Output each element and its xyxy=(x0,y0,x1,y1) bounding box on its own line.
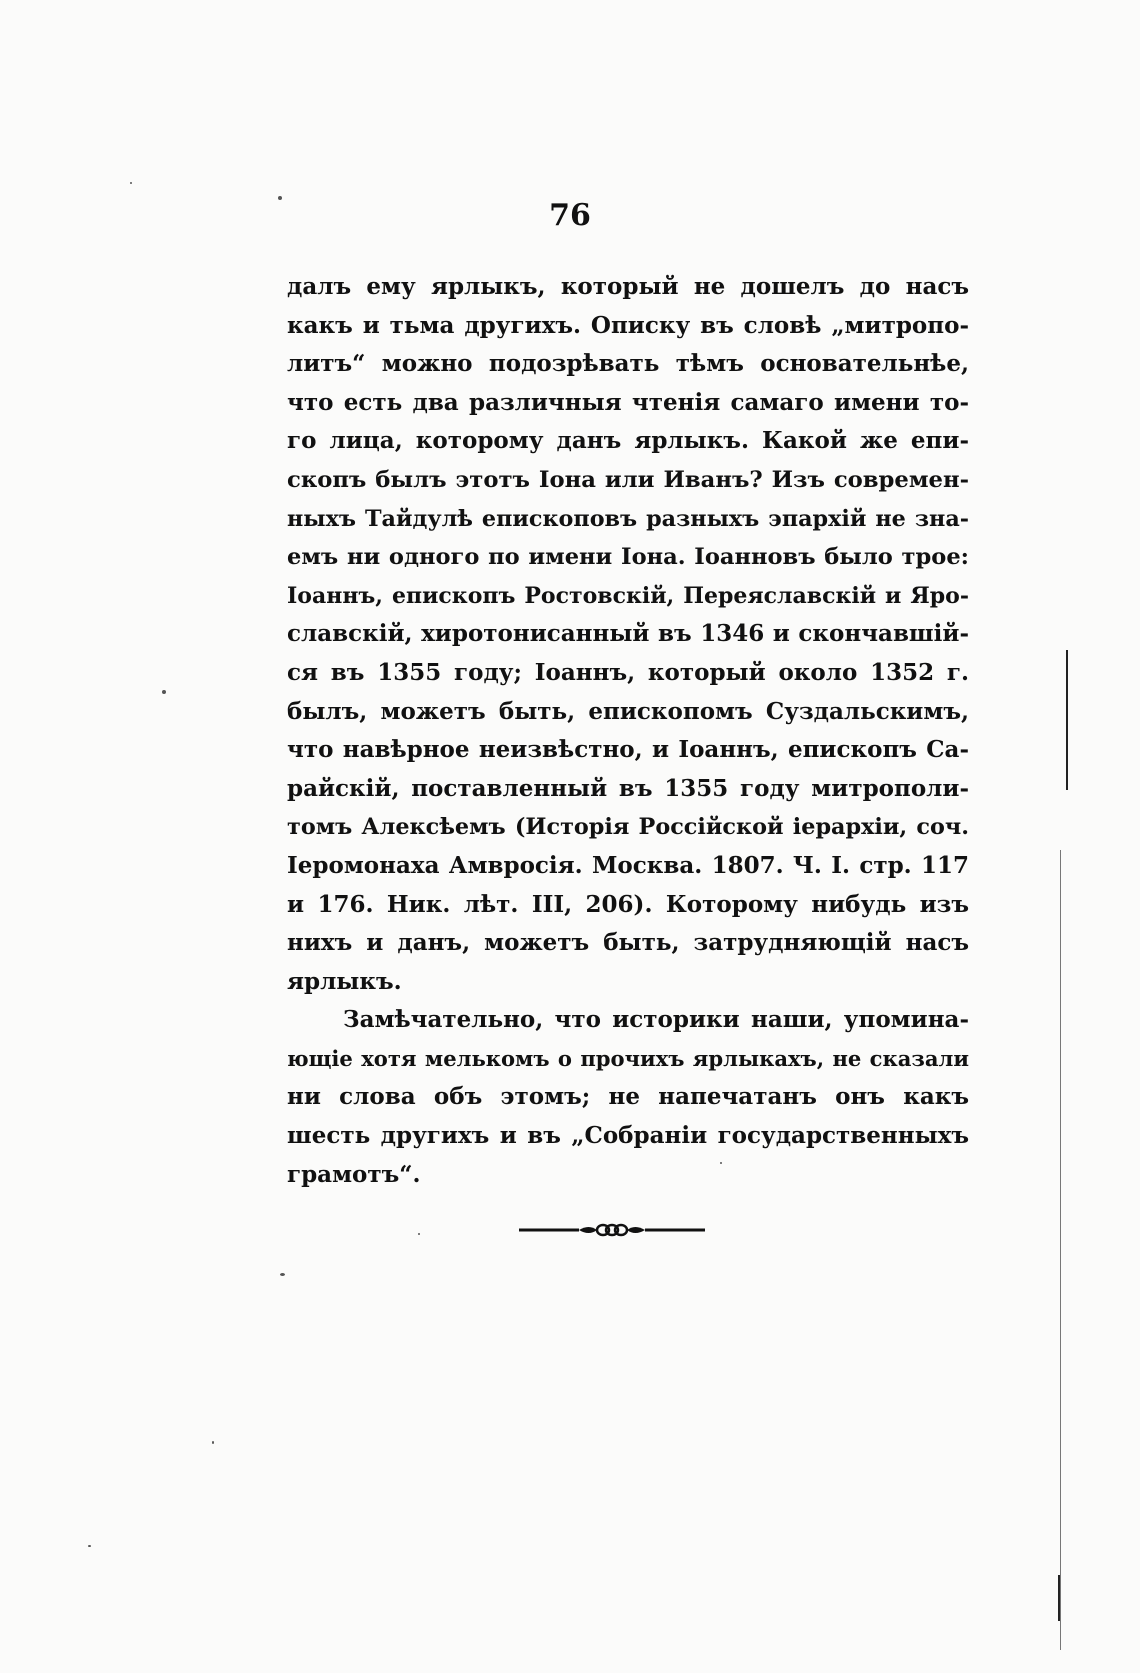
text-line: ныхъ Тайдулѣ епископовъ разныхъ эпархій не зна- xyxy=(287,505,969,532)
text-line: что навѣрное неизвѣстно, и Іоаннъ, епископъ Са- xyxy=(287,736,969,764)
text-line: ющіе хотя мелькомъ о прочихъ ярлыкахъ, не сказали xyxy=(287,1045,969,1071)
paper-speck xyxy=(280,1273,285,1276)
text-line: былъ, можетъ быть, епископомъ Суздальскимъ, xyxy=(287,697,969,725)
text-line: какъ и тьма другихъ. Описку въ словѣ „митропо- xyxy=(287,311,969,339)
text-line: нихъ и данъ, можетъ быть, затрудняющій насъ xyxy=(287,929,969,957)
paper-speck xyxy=(278,196,282,200)
text-line: Замѣчательно, что историки наши, упомина- xyxy=(343,1006,969,1034)
text-line: ни слова объ этомъ; не напечатанъ онъ какъ xyxy=(287,1083,969,1111)
text-line: райскій, поставленный въ 1355 году митрополи- xyxy=(287,774,969,802)
text-line: скопъ былъ этотъ Іона или Иванъ? Изъ современ- xyxy=(287,466,969,493)
paper-speck xyxy=(162,690,166,694)
text-line: грамотъ“. xyxy=(287,1160,421,1188)
edge-mark xyxy=(1066,650,1068,790)
text-line: литъ“ можно подозрѣвать тѣмъ основательнѣе, xyxy=(287,350,969,378)
text-line: шесть другихъ и въ „Собраніи государственныхъ xyxy=(287,1122,969,1150)
text-line: что есть два различныя чтенія самаго имени то- xyxy=(287,388,969,416)
text-line: и 176. Ник. лѣт. III, 206). Которому нибудь изъ xyxy=(287,890,969,918)
paper-speck xyxy=(418,1233,420,1235)
page-number: 76 xyxy=(549,198,591,233)
text-line: далъ ему ярлыкъ, который не дошелъ до насъ xyxy=(287,273,969,300)
paper-speck xyxy=(88,1545,91,1547)
text-line: ся въ 1355 году; Іоаннъ, который около 1352 г. xyxy=(287,658,969,686)
edge-mark xyxy=(1058,1575,1060,1621)
text-line: го лица, которому данъ ярлыкъ. Какой же епи- xyxy=(287,427,969,455)
paper-speck xyxy=(130,182,132,184)
edge-mark xyxy=(1060,850,1061,1650)
body-text xyxy=(287,268,969,1194)
paper-speck xyxy=(212,1441,214,1444)
text-line: славскій, хиротонисанный въ 1346 и скончавшій- xyxy=(287,620,969,648)
text-line: ярлыкъ. xyxy=(287,967,402,995)
text-line: Іеромонаха Амвросія. Москва. 1807. Ч. І. стр. 117 xyxy=(287,851,969,879)
text-line: Іоаннъ, епископъ Ростовскій, Переяславскій и Яро- xyxy=(287,582,969,609)
end-ornament xyxy=(517,1220,707,1240)
text-line: томъ Алексѣемъ (Исторія Россійской іерархіи, соч. xyxy=(287,814,969,841)
text-line: емъ ни одного по имени Іона. Іоанновъ было трое: xyxy=(287,544,969,571)
paper-speck xyxy=(720,1162,722,1164)
